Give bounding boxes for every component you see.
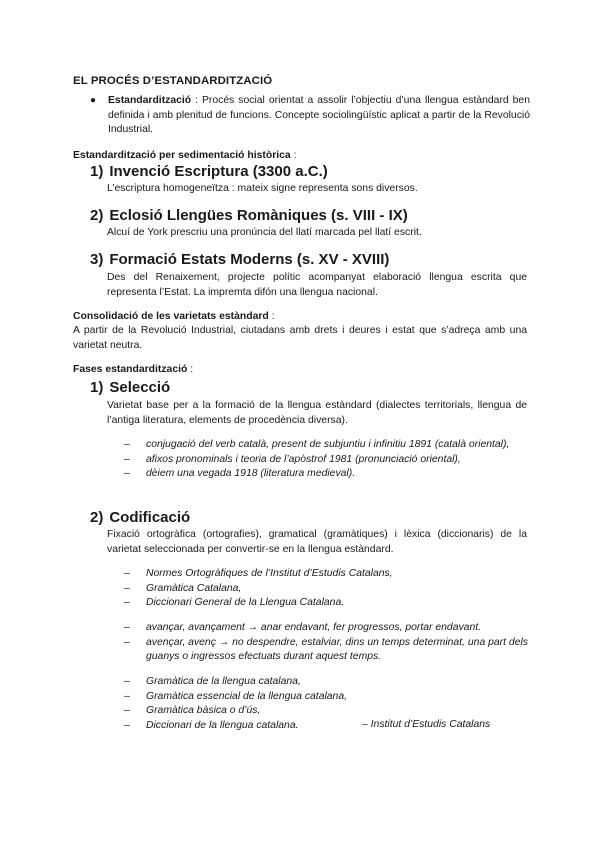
definition-bullet — [90, 94, 530, 138]
list-item: – Gramàtica de la llengua catalana, — [124, 676, 301, 687]
phase-selection-title: 1) Selecció — [90, 379, 171, 396]
list-item: – Gramàtica bàsica o d’ús, — [124, 705, 261, 716]
sedimentation-item-1-text: L’escriptura homogeneïtza : mateix signe representa sons diversos. — [107, 183, 418, 194]
codification-lexicon-list — [124, 621, 528, 665]
list-item: – Diccionari de la llengua catalana. — [124, 719, 299, 731]
consolidation-text: A partir de la Revolució Industrial, ciutadans amb drets i deures i estat que s’adreça amb una varietat neutra. — [73, 325, 527, 351]
selection-examples-list — [124, 438, 528, 482]
phase-codification-title: 2) Codificació — [90, 509, 191, 526]
phase-selection-text: Varietat base per a la formació de la llengua estàndard (dialectes territorials, llengua de l’antiga literatura, elements de procedència diversa). — [107, 400, 527, 426]
sedimentation-item-3-text: Des del Renaixement, projecte polític acompanyat elaboració llengua escrita que representa l’Estat. La impremta difón una llengua nacional. — [107, 272, 527, 298]
iec-credit: – Institut d’Estudis Catalans — [362, 719, 491, 730]
list-item: – afixos pronominals i teoria de l’apòstrof 1981 (pronunciació oriental), — [124, 453, 461, 465]
list-item: – avançar, avançament → anar endavant, fer progressos, portar endavant. — [124, 622, 482, 633]
list-item: – avençar, avenç → no despendre, estalviar, dins un temps determinat, una part dels guanys o ingressos efectuats durant aquest temps. — [124, 636, 528, 662]
codification-works-list — [124, 567, 528, 611]
sedimentation-item-1-title: 1) Invenció Escriptura (3300 a.C.) — [90, 163, 328, 180]
sedimentation-item-2-text: Alcuí de York prescriu una pronúncia del llatí marcada pel llatí escrit. — [107, 227, 422, 238]
consolidation-heading: Consolidació de les varietats estàndard : — [73, 311, 275, 322]
sedimentation-item-2-title: 2) Eclosió Llengües Romàniques (s. VIII - IX) — [90, 207, 408, 224]
definition-text — [108, 94, 530, 138]
list-item: – Gramàtica essencial de la llengua catalana, — [124, 690, 348, 702]
bullet-dot: ● — [90, 95, 97, 106]
page-title: EL PROCÉS D’ESTANDARDITZACIÓ — [73, 75, 273, 87]
sedimentation-item-3-title: 3) Formació Estats Moderns (s. XV - XVIII) — [90, 251, 390, 268]
list-item: – Gramàtica Catalana, — [124, 582, 242, 594]
list-item: – dèiem una vegada 1918 (literatura medieval). — [124, 468, 356, 479]
phases-heading: Fases estandardització : — [73, 364, 194, 375]
definition-body: : Procés social orientat a assolir l’objectiu d’una llengua estàndard ben definida i amb plenitud de funcions. Concepte sociolingüístic aplicat a partir de la Revolució Industrial. — [108, 95, 530, 135]
list-item: – conjugació del verb català, present de subjuntiu i infinitiu 1891 (català oriental), — [124, 439, 510, 450]
phase-codification-text: Fixació ortogràfica (ortografies), gramatical (gramàtiques) i lèxica (diccionaris) de la varietat seleccionada per convertir-se en la llengua estàndard. — [107, 529, 527, 555]
definition-term: Estandardització — [108, 95, 192, 106]
list-item: – Normes Ortogràfiques de l’Institut d’Estudis Catalans, — [124, 568, 393, 579]
list-item: – Diccionari General de la Llengua Catalana. — [124, 597, 345, 608]
sedimentation-heading: Estandardització per sedimentació històrica : — [73, 150, 297, 161]
